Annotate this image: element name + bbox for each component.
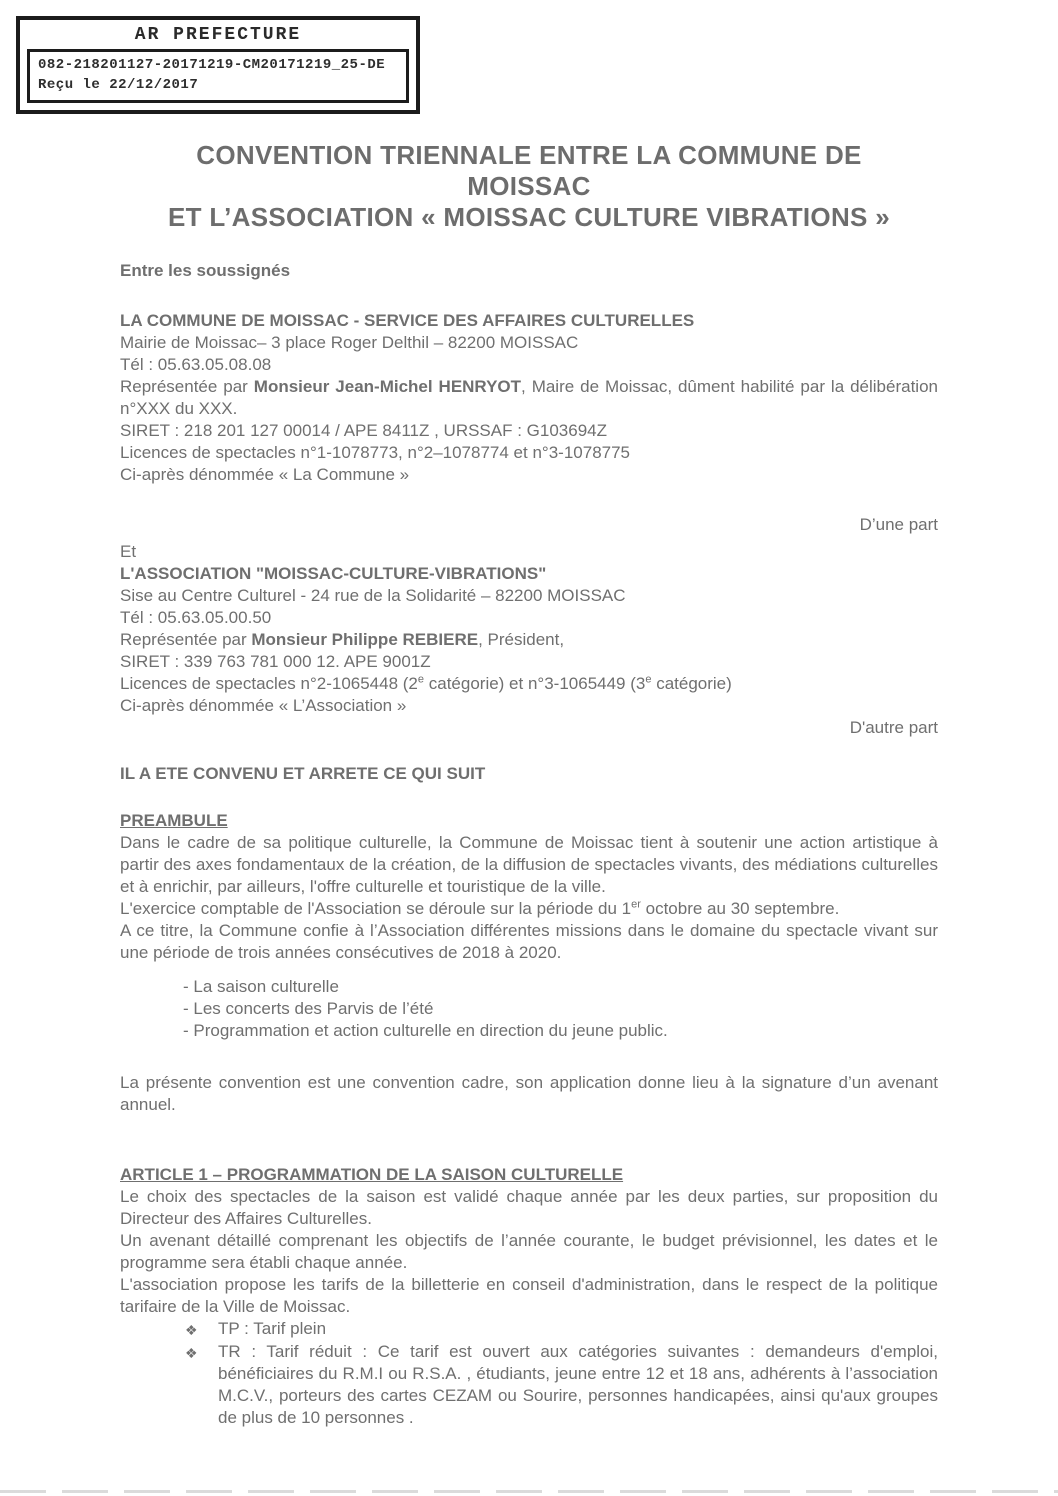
text-fragment: catégorie) bbox=[651, 674, 732, 693]
association-representative bbox=[120, 629, 938, 651]
et-label: Et bbox=[120, 542, 137, 561]
commune-siret: SIRET : 218 201 127 00014 / APE 8411Z , URSSAF : G103694Z bbox=[120, 421, 607, 440]
association-denomination: Ci-après dénommée « L’Association » bbox=[120, 696, 407, 715]
association-party-block bbox=[120, 563, 938, 717]
text-fragment: Représentée par bbox=[120, 630, 252, 649]
text-fragment: octobre au 30 septembre. bbox=[640, 899, 840, 918]
scanner-edge-artifact bbox=[0, 1490, 1058, 1493]
tariff-bullet-tp bbox=[120, 1318, 938, 1341]
stamp-title: AR PREFECTURE bbox=[134, 25, 302, 45]
article1-paragraph-2: Un avenant détaillé comprenant les objectifs de l’année courante, le budget prévisionnel, les dates et le programme sera établi chaque année. bbox=[120, 1231, 938, 1272]
association-address: Sise au Centre Culturel - 24 rue de la Solidarité – 82200 MOISSAC bbox=[120, 586, 626, 605]
mission-item: - Programmation et action culturelle en direction du jeune public. bbox=[183, 1021, 668, 1040]
commune-licences: Licences de spectacles n°1-1078773, n°2–1078774 et n°3-1078775 bbox=[120, 443, 631, 462]
preambule-paragraph-4: La présente convention est une convention cadre, son application donne lieu à la signature d’un avenant annuel. bbox=[120, 1073, 938, 1114]
commune-representative bbox=[120, 376, 938, 420]
text-fragment: , Président, bbox=[478, 630, 565, 649]
document-title bbox=[120, 140, 938, 233]
commune-representative-name: Monsieur Jean-Michel HENRYOT bbox=[253, 377, 522, 396]
text-fragment: , Maire de Moissac, dûment habilité par la délibération n°XXX du XXX. bbox=[120, 377, 938, 418]
article1-paragraph-3: L'association propose les tarifs de la billetterie en conseil d'administration, dans le respect de la politique tarifaire de la Ville de Moissac. bbox=[120, 1275, 938, 1316]
article1-heading: ARTICLE 1 – PROGRAMMATION DE LA SAISON CULTURELLE bbox=[120, 1165, 624, 1184]
document-title-line1: CONVENTION TRIENNALE ENTRE LA COMMUNE DE bbox=[196, 140, 862, 170]
superscript: er bbox=[631, 898, 641, 911]
preambule-section bbox=[120, 832, 938, 1116]
text-fragment: Représentée par bbox=[120, 377, 254, 396]
mission-item: - Les concerts des Parvis de l’été bbox=[183, 999, 434, 1018]
preambule-paragraph-2 bbox=[120, 898, 938, 920]
mission-item: - La saison culturelle bbox=[183, 977, 339, 996]
superscript: e bbox=[645, 673, 652, 686]
second-part-label: D'autre part bbox=[849, 718, 938, 737]
preambule-paragraph-3: A ce titre, la Commune confie à l’Association différentes missions dans le domaine du spectacle vivant sur une période de trois années consécutives de 2018 à 2020. bbox=[120, 921, 938, 962]
missions-list bbox=[120, 976, 938, 1042]
article1-paragraph-1: Le choix des spectacles de la saison est validé chaque année par les deux parties, sur proposition du Directeur des Affaires Culturelles. bbox=[120, 1187, 938, 1228]
commune-party-block bbox=[120, 310, 938, 486]
diamond-bullet-icon: ❖ bbox=[185, 1345, 198, 1361]
agreement-heading: IL A ETE CONVENU ET ARRETE CE QUI SUIT bbox=[120, 764, 486, 783]
diamond-bullet-icon: ❖ bbox=[185, 1322, 198, 1338]
tariff-tr-text: TR : Tarif réduit : Ce tarif est ouvert aux catégories suivantes : demandeurs d'emploi, bénéficiaires du R.M.I ou R.S.A. , étudiants, jeune entre 12 et 18 ans, adhérents à l’association M.C.V., porteurs des cartes CEZAM ou Sourire, personnes handicapées, ainsi qu'aux groupes de plus de 10 personnes . bbox=[218, 1342, 938, 1427]
preambule-paragraph-1: Dans le cadre de sa politique culturelle, la Commune de Moissac tient à soutenir une action artistique à partir des axes fondamentaux de la création, de la diffusion de spectacles vivants, des médiations culturelles et à enrichir, par ailleurs, l'offre culturelle et touristique de la ville. bbox=[120, 833, 938, 896]
association-representative-name: Monsieur Philippe REBIERE bbox=[251, 630, 479, 649]
tariff-tp-text: TP : Tarif plein bbox=[218, 1319, 327, 1338]
intro-line: Entre les soussignés bbox=[120, 261, 291, 280]
association-heading: L'ASSOCIATION "MOISSAC-CULTURE-VIBRATIONS" bbox=[120, 564, 547, 583]
commune-address: Mairie de Moissac– 3 place Roger Delthil – 82200 MOISSAC bbox=[120, 333, 579, 352]
text-fragment: Licences de spectacles n°2-1065448 (2 bbox=[120, 674, 418, 693]
superscript: e bbox=[417, 673, 425, 686]
stamp-received-date: Reçu le 22/12/2017 bbox=[38, 77, 199, 93]
association-phone: Tél : 05.63.05.00.50 bbox=[120, 608, 272, 627]
document-body bbox=[120, 0, 938, 1429]
document-title-line2: MOISSAC bbox=[467, 171, 591, 201]
association-licences bbox=[120, 673, 938, 695]
commune-phone: Tél : 05.63.05.08.08 bbox=[120, 355, 272, 374]
text-fragment: catégorie) et n°3-1065449 (3 bbox=[424, 674, 646, 693]
text-fragment: L'exercice comptable de l'Association se déroule sur la période du 1 bbox=[120, 899, 632, 918]
first-part-label: D’une part bbox=[859, 515, 938, 534]
stamp-reference-number: 082-218201127-20171219-CM20171219_25-DE bbox=[38, 57, 386, 73]
tariff-bullet-tr bbox=[120, 1341, 938, 1429]
article1-section bbox=[120, 1186, 938, 1429]
commune-heading: LA COMMUNE DE MOISSAC - SERVICE DES AFFAIRES CULTURELLES bbox=[120, 311, 695, 330]
preambule-heading: PREAMBULE bbox=[120, 811, 228, 830]
document-title-line3: ET L’ASSOCIATION « MOISSAC CULTURE VIBRATIONS » bbox=[168, 202, 890, 232]
association-siret: SIRET : 339 763 781 000 12. APE 9001Z bbox=[120, 652, 431, 671]
commune-denomination: Ci-après dénommée « La Commune » bbox=[120, 465, 410, 484]
